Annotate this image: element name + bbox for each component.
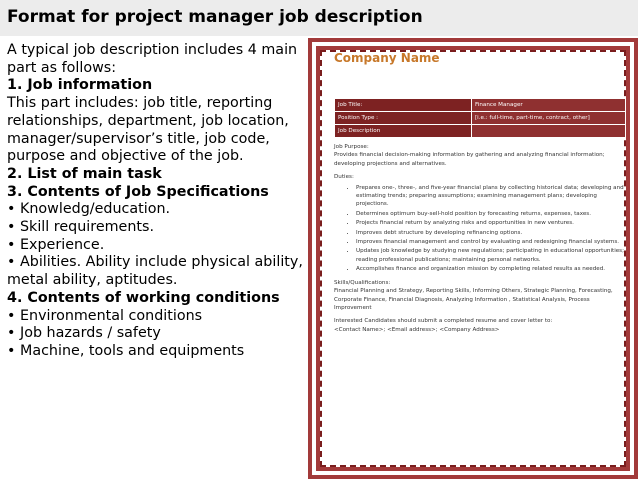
job-title-value: Finance Manager (472, 99, 626, 112)
duties-heading: Duties: (334, 174, 354, 181)
skills-text: Financial Planning and Strategy, Reporting Skills, Informing Others, Strategic Planning, Forecasting, Corporate Finance, Financial Diagnosis, Analyzing Information , Statistical Analysis, Process Improvement (334, 288, 613, 311)
bullet-experience: • Experience. (7, 236, 105, 253)
duty-item: • Determines optimum buy-sell-hold position by forecasting returns, expenses, taxes. (356, 210, 626, 218)
bullet-environment: • Environmental conditions (7, 307, 203, 324)
job-description-label: Job Description (335, 125, 472, 138)
bullet-knowledge: • Knowledg/education. (7, 201, 171, 218)
job-description-template-image (308, 38, 638, 479)
duty-item: • Improves debt structure by developing refinancing options. (356, 229, 626, 237)
position-type-label: Position Type : (335, 112, 472, 125)
bullet-abilities: • Abilities. Ability include physical ability, metal ability, aptitudes. (7, 254, 303, 289)
heading-working-conditions: 4. Contents of working conditions (7, 289, 280, 306)
apply-text: <Contact Name>; <Email address>; <Company Address> (334, 326, 500, 333)
template-content (334, 52, 626, 334)
apply-heading: Interested Candidates should submit a completed resume and cover letter to: (334, 318, 553, 325)
company-name: Company Name (334, 51, 440, 65)
heading-main-task: 2. List of main task (7, 165, 162, 182)
bullet-skill: • Skill requirements. (7, 219, 155, 236)
bullet-hazards: • Job hazards / safety (7, 325, 161, 342)
position-type-value: [i.e.: full-time, part-time, contract, other] (472, 112, 626, 125)
description-text (7, 42, 303, 361)
job-information-text: This part includes: job title, reporting relationships, department, job location, manager/supervisor’s title, job code, purpose and objective of the job. (7, 95, 289, 165)
duty-item: • Updates job knowledge by studying new regulations; participating in educational opportunities; reading professional publications; maintaining personal networks. (356, 247, 626, 264)
duty-item: • Accomplishes finance and organization mission by completing related results as needed. (356, 265, 626, 273)
intro-text: A typical job description includes 4 main part as follows: (7, 42, 298, 76)
purpose-heading: Job Purpose: (334, 144, 369, 150)
duty-item: • Prepares one-, three-, and five-year financial plans by collecting historical data; developing and estimating trends; preparing assumptions; examining management plans; developing projections. (356, 184, 626, 209)
duties-list (334, 184, 626, 274)
purpose-text: Provides financial decision-making information by gathering and analyzing financial information; developing projections and alternatives. (334, 152, 605, 167)
job-info-table (334, 98, 626, 138)
job-title-label: Job Title: (335, 99, 472, 112)
page-title: Format for project manager job description (7, 7, 423, 27)
bullet-machines: • Machine, tools and equipments (7, 342, 245, 359)
duty-item: • Improves financial management and control by evaluating and redesigning financial systems. (356, 238, 626, 246)
job-description-value (472, 125, 626, 138)
skills-heading: Skills/Qualifications: (334, 279, 391, 286)
duty-item: • Projects financial return by analyzing risks and opportunities in new ventures. (356, 219, 626, 227)
heading-job-information: 1. Job information (7, 77, 153, 94)
heading-job-specifications: 3. Contents of Job Specifications (7, 183, 269, 200)
